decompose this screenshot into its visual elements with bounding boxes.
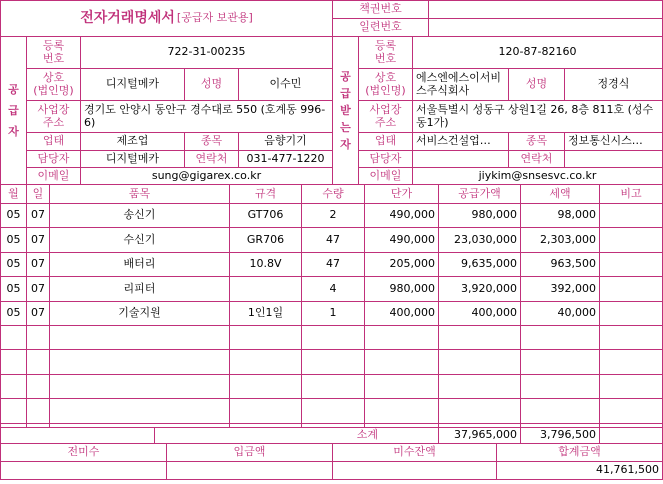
header-item: 품목: [50, 185, 230, 204]
cell-qty: 47: [302, 228, 365, 253]
receiver-vertical-label: 공 급 받 는 자: [333, 37, 359, 185]
cell-supply: 3,920,000: [439, 277, 521, 302]
total-value: 41,761,500: [596, 463, 659, 477]
cell-day: [27, 375, 50, 399]
cell-day: [27, 399, 50, 424]
cell-note: [600, 375, 662, 399]
supplier-reg-no: 722-31-00235: [81, 37, 333, 69]
header-supply: 공급가액: [439, 185, 521, 204]
cell-note: [600, 326, 662, 350]
cell-supply: [439, 350, 521, 375]
receiver-business-item-label: 종목: [509, 133, 565, 151]
cell-day: 07: [27, 253, 50, 277]
cell-unit-price: 205,000: [365, 253, 439, 277]
cell-spec: GT706: [230, 204, 302, 228]
cell-month: 05: [1, 277, 27, 302]
header-unit-price: 단가: [365, 185, 439, 204]
receiver-business-type: 서비스건설업…: [413, 133, 509, 151]
document-title: [1, 1, 333, 37]
cell-note: [600, 253, 662, 277]
cell-month: 05: [1, 302, 27, 326]
receiver-ceo: 정경식: [565, 69, 662, 101]
header-month: 월: [1, 185, 27, 204]
header-qty: 수량: [302, 185, 365, 204]
cell-tax: [521, 375, 600, 399]
cell-unit-price: [365, 326, 439, 350]
supplier-address: 경기도 안양시 동안구 경수대로 550 (호계동 996-6): [81, 101, 333, 133]
cell-day: 07: [27, 228, 50, 253]
receiver-business-type-label: 업태: [359, 133, 413, 151]
subtotal-label: 소계: [155, 428, 439, 444]
total-label: 합계금액: [497, 444, 662, 462]
cell-note: [600, 302, 662, 326]
cell-day: [27, 350, 50, 375]
receiver-contact-label: 연락처: [509, 151, 565, 168]
cell-spec: [230, 399, 302, 424]
receiver-contact: [565, 151, 662, 168]
cell-note: [600, 350, 662, 375]
cell-supply: [439, 399, 521, 424]
subtotal-blank: [1, 428, 155, 444]
cell-qty: [302, 350, 365, 375]
supplier-email-label: 이메일: [27, 168, 81, 185]
receiver-manager-label: 담당자: [359, 151, 413, 168]
volume-no-value: [429, 1, 662, 19]
receiver-address-label: 사업장 주소: [359, 101, 413, 133]
receiver-manager: [413, 151, 509, 168]
cell-qty: [302, 399, 365, 424]
receiver-email-label: 이메일: [359, 168, 413, 185]
supplier-vertical-label: 공 급 자: [1, 37, 27, 185]
cell-unit-price: 400,000: [365, 302, 439, 326]
supplier-contact: 031-477-1220: [239, 151, 333, 168]
outstanding-label: 미수잔액: [333, 444, 497, 462]
cell-unit-price: [365, 375, 439, 399]
cell-unit-price: 980,000: [365, 277, 439, 302]
cell-qty: 4: [302, 277, 365, 302]
cell-item: 기술지원: [50, 302, 230, 326]
cell-supply: 400,000: [439, 302, 521, 326]
received-label: 입금액: [167, 444, 333, 462]
receiver-email: jiykim@snsesvc.co.kr: [413, 168, 662, 185]
cell-day: [27, 326, 50, 350]
supplier-business-type-label: 업태: [27, 133, 81, 151]
cell-note: [600, 204, 662, 228]
cell-spec: [230, 375, 302, 399]
cell-qty: [302, 375, 365, 399]
supplier-company-label: 상호 (법인명): [27, 69, 81, 101]
supplier-manager: 디지털메카: [81, 151, 185, 168]
cell-item: [50, 399, 230, 424]
cell-tax: 392,000: [521, 277, 600, 302]
cell-unit-price: [365, 399, 439, 424]
cell-month: [1, 350, 27, 375]
cell-month: [1, 375, 27, 399]
supplier-company: 디지털메카: [81, 69, 185, 101]
header-spec: 규격: [230, 185, 302, 204]
cell-tax: 98,000: [521, 204, 600, 228]
cell-spec: [230, 350, 302, 375]
cell-month: 05: [1, 228, 27, 253]
cell-day: 07: [27, 302, 50, 326]
cell-spec: 10.8V: [230, 253, 302, 277]
supplier-business-item: 음향기기: [239, 133, 333, 151]
cell-unit-price: 490,000: [365, 204, 439, 228]
cell-day: 07: [27, 277, 50, 302]
cell-item: [50, 350, 230, 375]
supplier-business-type: 제조업: [81, 133, 185, 151]
supplier-contact-label: 연락처: [185, 151, 239, 168]
cell-note: [600, 399, 662, 424]
title-sub: [공급자 보관용]: [176, 11, 253, 25]
cell-item: [50, 326, 230, 350]
supplier-email: sung@gigarex.co.kr: [81, 168, 333, 185]
cell-tax: [521, 350, 600, 375]
supplier-manager-label: 담당자: [27, 151, 81, 168]
cell-unit-price: [365, 350, 439, 375]
cell-tax: 2,303,000: [521, 228, 600, 253]
cell-tax: 40,000: [521, 302, 600, 326]
prev-balance-label: 전미수: [1, 444, 167, 462]
receiver-company-label: 상호 (법인명): [359, 69, 413, 101]
cell-supply: 23,030,000: [439, 228, 521, 253]
cell-item: 수신기: [50, 228, 230, 253]
cell-item: [50, 375, 230, 399]
subtotal-tax: 3,796,500: [521, 428, 600, 444]
header-day: 일: [27, 185, 50, 204]
supplier-ceo: 이수민: [239, 69, 333, 101]
cell-month: 05: [1, 253, 27, 277]
subtotal-supply: 37,965,000: [439, 428, 521, 444]
cell-month: [1, 326, 27, 350]
cell-spec: GR706: [230, 228, 302, 253]
cell-month: [1, 399, 27, 424]
cell-tax: 963,500: [521, 253, 600, 277]
received-value: [167, 462, 333, 479]
subtotal-note: [600, 428, 662, 444]
supplier-ceo-label: 성명: [185, 69, 239, 101]
receiver-reg-no: 120-87-82160: [413, 37, 662, 69]
title-main: 전자거래명세서: [80, 10, 175, 27]
cell-supply: 980,000: [439, 204, 521, 228]
cell-month: 05: [1, 204, 27, 228]
cell-spec: 1인1일: [230, 302, 302, 326]
cell-note: [600, 228, 662, 253]
header-tax: 세액: [521, 185, 600, 204]
supplier-reg-no-label: 등록 번호: [27, 37, 81, 69]
receiver-address: 서울특별시 성동구 상원1길 26, 8층 811호 (성수동1가): [413, 101, 662, 133]
receiver-ceo-label: 성명: [509, 69, 565, 101]
receiver-business-item: 정보통신시스…: [565, 133, 662, 151]
cell-item: 리피터: [50, 277, 230, 302]
cell-supply: 9,635,000: [439, 253, 521, 277]
cell-supply: [439, 326, 521, 350]
cell-tax: [521, 399, 600, 424]
cell-supply: [439, 375, 521, 399]
supplier-address-label: 사업장 주소: [27, 101, 81, 133]
cell-spec: [230, 326, 302, 350]
serial-no-label: 일련번호: [333, 19, 429, 37]
cell-tax: [521, 326, 600, 350]
serial-no-value: [429, 19, 662, 37]
cell-item: 송신기: [50, 204, 230, 228]
cell-qty: 47: [302, 253, 365, 277]
cell-qty: 1: [302, 302, 365, 326]
outstanding-value: [333, 462, 497, 479]
receiver-reg-no-label: 등록 번호: [359, 37, 413, 69]
cell-note: [600, 277, 662, 302]
receiver-company: 에스엔에스이서비스주식회사: [413, 69, 509, 101]
cell-item: 배터리: [50, 253, 230, 277]
cell-unit-price: 490,000: [365, 228, 439, 253]
prev-balance-value: [1, 462, 167, 479]
cell-qty: [302, 326, 365, 350]
cell-spec: [230, 277, 302, 302]
cell-qty: 2: [302, 204, 365, 228]
cell-day: 07: [27, 204, 50, 228]
volume-no-label: 책권번호: [333, 1, 429, 19]
header-note: 비고: [600, 185, 662, 204]
supplier-business-item-label: 종목: [185, 133, 239, 151]
